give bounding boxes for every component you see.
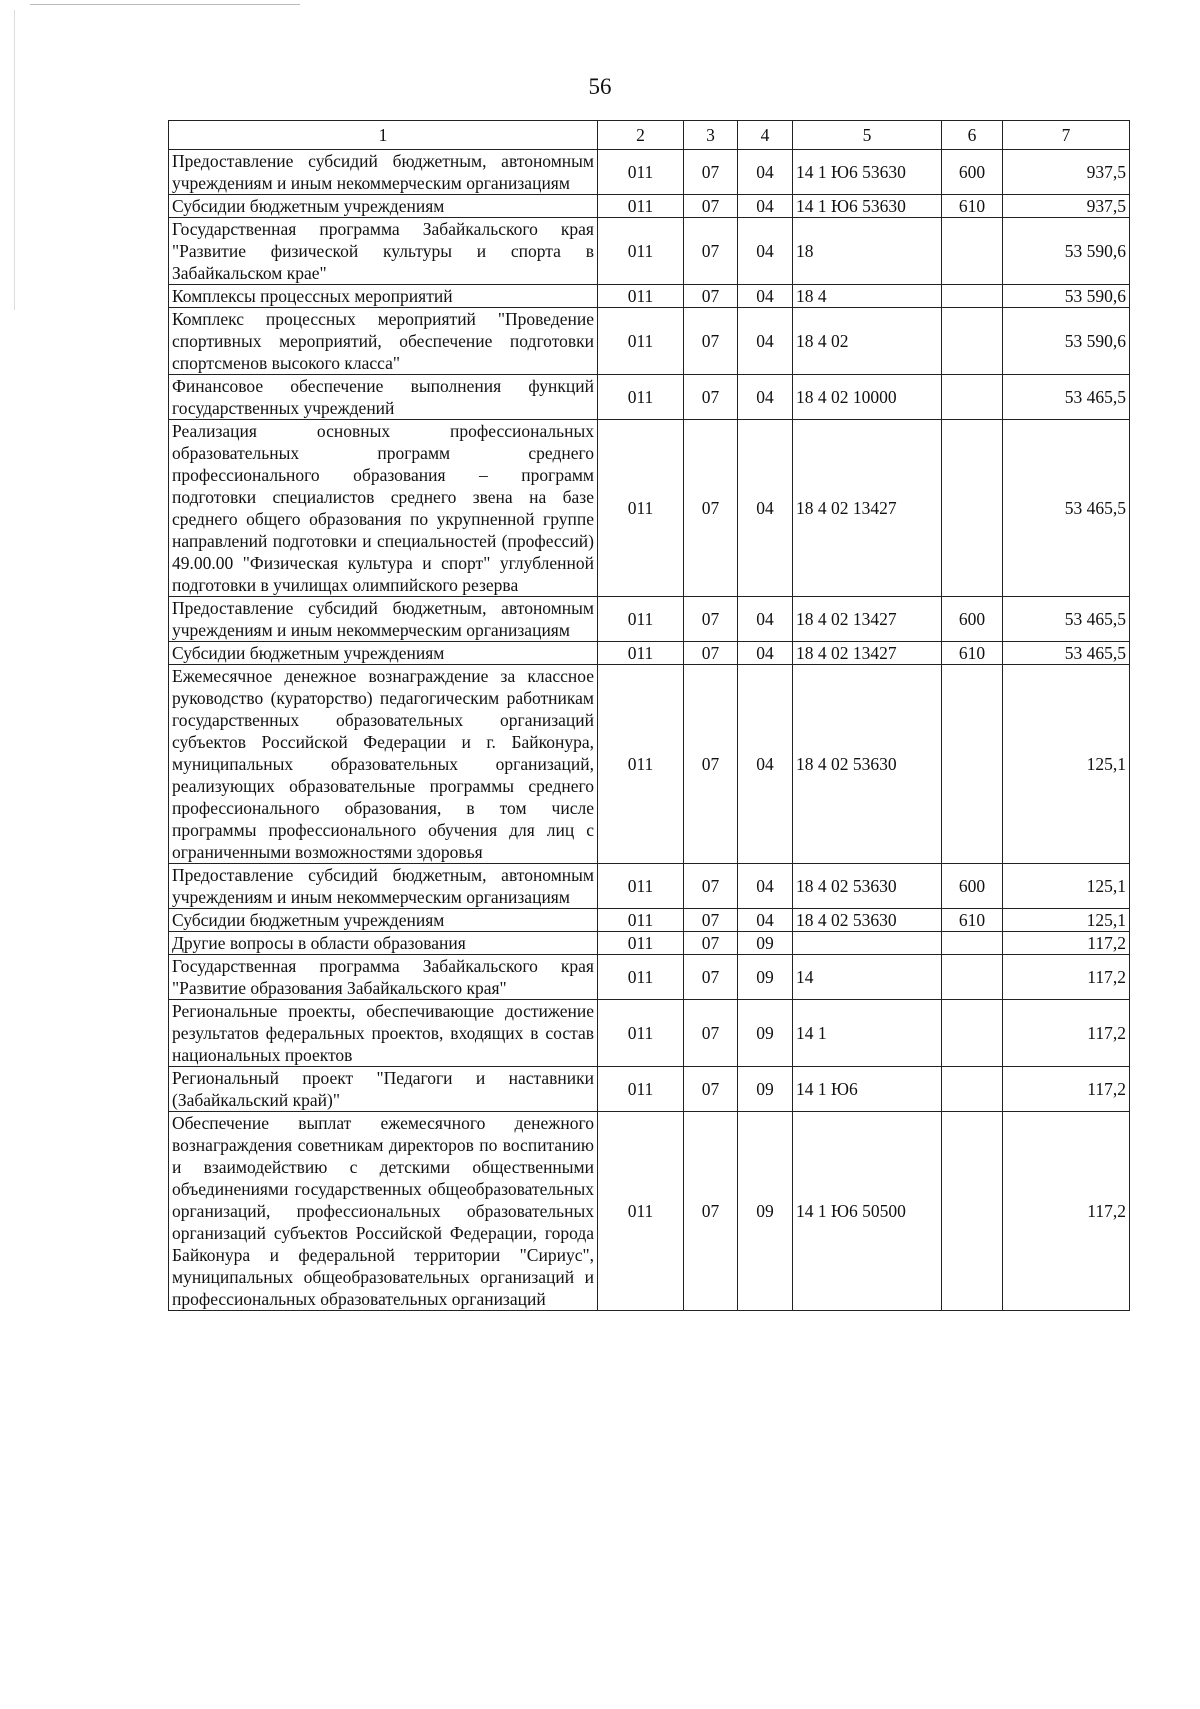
row-section: 07 [684, 932, 738, 955]
row-target-article: 18 4 02 [793, 308, 942, 375]
row-ministry-code: 011 [598, 420, 684, 597]
header-col-2: 2 [598, 121, 684, 150]
row-amount: 117,2 [1003, 1112, 1130, 1311]
row-ministry-code: 011 [598, 308, 684, 375]
header-col-4: 4 [738, 121, 793, 150]
row-amount: 937,5 [1003, 150, 1130, 195]
row-section: 07 [684, 1000, 738, 1067]
row-name: Субсидии бюджетным учреждениям [169, 909, 598, 932]
row-name: Государственная программа Забайкальского края "Развитие физической культуры и спорта в Забайкальском крае" [169, 218, 598, 285]
row-amount: 125,1 [1003, 909, 1130, 932]
row-target-article: 14 1 Ю6 53630 [793, 195, 942, 218]
table-row [169, 195, 1130, 218]
row-ministry-code: 011 [598, 909, 684, 932]
row-section: 07 [684, 597, 738, 642]
row-section: 07 [684, 642, 738, 665]
table-row [169, 909, 1130, 932]
table-header [169, 121, 1130, 150]
row-target-article: 18 4 02 13427 [793, 597, 942, 642]
row-name: Предоставление субсидий бюджетным, автономным учреждениям и иным некоммерческим организациям [169, 864, 598, 909]
row-subsection: 09 [738, 1112, 793, 1311]
row-section: 07 [684, 955, 738, 1000]
row-ministry-code: 011 [598, 864, 684, 909]
row-expense-type: 610 [942, 909, 1003, 932]
row-amount: 53 590,6 [1003, 218, 1130, 285]
row-ministry-code: 011 [598, 665, 684, 864]
row-target-article: 18 4 02 53630 [793, 665, 942, 864]
row-name: Государственная программа Забайкальского края "Развитие образования Забайкальского края" [169, 955, 598, 1000]
row-subsection: 09 [738, 1067, 793, 1112]
row-target-article: 18 4 02 13427 [793, 420, 942, 597]
row-amount: 53 465,5 [1003, 420, 1130, 597]
row-target-article: 14 1 Ю6 53630 [793, 150, 942, 195]
row-expense-type [942, 932, 1003, 955]
table-row [169, 1067, 1130, 1112]
row-expense-type: 600 [942, 150, 1003, 195]
row-subsection: 04 [738, 150, 793, 195]
table-row [169, 597, 1130, 642]
row-name: Комплексы процессных мероприятий [169, 285, 598, 308]
row-target-article: 14 [793, 955, 942, 1000]
row-ministry-code: 011 [598, 1000, 684, 1067]
row-subsection: 09 [738, 932, 793, 955]
header-col-7: 7 [1003, 121, 1130, 150]
row-section: 07 [684, 285, 738, 308]
row-name: Предоставление субсидий бюджетным, автономным учреждениям и иным некоммерческим организациям [169, 597, 598, 642]
row-ministry-code: 011 [598, 955, 684, 1000]
row-target-article: 14 1 [793, 1000, 942, 1067]
row-name: Региональные проекты, обеспечивающие достижение результатов федеральных проектов, входящих в состав национальных проектов [169, 1000, 598, 1067]
row-section: 07 [684, 420, 738, 597]
row-target-article: 18 4 02 53630 [793, 864, 942, 909]
table-row [169, 955, 1130, 1000]
row-expense-type: 610 [942, 195, 1003, 218]
row-name: Ежемесячное денежное вознаграждение за классное руководство (кураторство) педагогическим работникам государственных образовательных организаций субъектов Российской Федерации и г. Байконура, муниципальных образовательных организаций, реализующих образовательные программы среднего профессионального образования, в том числе программы профессионального обучения для лиц с ограниченными возможностями здоровья [169, 665, 598, 864]
row-subsection: 09 [738, 955, 793, 1000]
table-body [169, 150, 1130, 1311]
table-row [169, 375, 1130, 420]
row-expense-type [942, 1067, 1003, 1112]
row-ministry-code: 011 [598, 375, 684, 420]
row-subsection: 04 [738, 308, 793, 375]
row-expense-type [942, 1112, 1003, 1311]
row-expense-type [942, 375, 1003, 420]
header-row [169, 121, 1130, 150]
row-name: Комплекс процессных мероприятий "Проведение спортивных мероприятий, обеспечение подготовки спортсменов высокого класса" [169, 308, 598, 375]
row-subsection: 04 [738, 665, 793, 864]
row-amount: 53 465,5 [1003, 597, 1130, 642]
row-amount: 937,5 [1003, 195, 1130, 218]
table-row [169, 285, 1130, 308]
row-ministry-code: 011 [598, 218, 684, 285]
row-ministry-code: 011 [598, 1067, 684, 1112]
row-ministry-code: 011 [598, 285, 684, 308]
row-section: 07 [684, 909, 738, 932]
row-target-article: 18 4 02 13427 [793, 642, 942, 665]
row-expense-type [942, 308, 1003, 375]
row-target-article [793, 932, 942, 955]
row-target-article: 18 [793, 218, 942, 285]
row-subsection: 04 [738, 218, 793, 285]
header-col-3: 3 [684, 121, 738, 150]
row-ministry-code: 011 [598, 1112, 684, 1311]
row-name: Другие вопросы в области образования [169, 932, 598, 955]
row-section: 07 [684, 150, 738, 195]
row-subsection: 04 [738, 642, 793, 665]
row-section: 07 [684, 375, 738, 420]
table-row [169, 932, 1130, 955]
row-expense-type [942, 1000, 1003, 1067]
row-expense-type [942, 420, 1003, 597]
row-subsection: 04 [738, 864, 793, 909]
row-ministry-code: 011 [598, 642, 684, 665]
row-amount: 117,2 [1003, 955, 1130, 1000]
table-row [169, 1112, 1130, 1311]
row-section: 07 [684, 1112, 738, 1311]
table-row [169, 1000, 1130, 1067]
row-target-article: 18 4 02 53630 [793, 909, 942, 932]
row-name: Реализация основных профессиональных образовательных программ среднего профессионального образования – программ подготовки специалистов среднего звена на базе среднего общего образования по укрупненной группе направлений подготовки и специальностей (профессий) 49.00.00 "Физическая культура и спорт" углубленной подготовки в училищах олимпийского резерва [169, 420, 598, 597]
row-subsection: 04 [738, 195, 793, 218]
table-row [169, 150, 1130, 195]
row-amount: 53 590,6 [1003, 285, 1130, 308]
table-row [169, 308, 1130, 375]
row-target-article: 18 4 [793, 285, 942, 308]
row-amount: 117,2 [1003, 1000, 1130, 1067]
row-subsection: 09 [738, 1000, 793, 1067]
table-row [169, 218, 1130, 285]
row-subsection: 04 [738, 285, 793, 308]
header-col-6: 6 [942, 121, 1003, 150]
row-expense-type [942, 218, 1003, 285]
row-amount: 53 465,5 [1003, 642, 1130, 665]
row-section: 07 [684, 665, 738, 864]
row-section: 07 [684, 218, 738, 285]
row-name: Финансовое обеспечение выполнения функций государственных учреждений [169, 375, 598, 420]
row-name: Субсидии бюджетным учреждениям [169, 642, 598, 665]
table-row [169, 864, 1130, 909]
scan-edge-top [30, 4, 300, 5]
row-amount: 53 465,5 [1003, 375, 1130, 420]
row-name: Субсидии бюджетным учреждениям [169, 195, 598, 218]
row-expense-type [942, 285, 1003, 308]
row-subsection: 04 [738, 375, 793, 420]
row-amount: 117,2 [1003, 1067, 1130, 1112]
row-section: 07 [684, 1067, 738, 1112]
row-amount: 125,1 [1003, 864, 1130, 909]
row-target-article: 18 4 02 10000 [793, 375, 942, 420]
page-number: 56 [588, 74, 612, 99]
row-section: 07 [684, 864, 738, 909]
row-ministry-code: 011 [598, 932, 684, 955]
row-name: Региональный проект "Педагоги и наставники (Забайкальский край)" [169, 1067, 598, 1112]
row-subsection: 04 [738, 597, 793, 642]
row-target-article: 14 1 Ю6 [793, 1067, 942, 1112]
budget-table [168, 120, 1130, 1311]
row-section: 07 [684, 195, 738, 218]
row-section: 07 [684, 308, 738, 375]
table-row [169, 642, 1130, 665]
row-target-article: 14 1 Ю6 50500 [793, 1112, 942, 1311]
row-expense-type [942, 955, 1003, 1000]
row-ministry-code: 011 [598, 150, 684, 195]
header-col-5: 5 [793, 121, 942, 150]
row-name: Предоставление субсидий бюджетным, автономным учреждениям и иным некоммерческим организациям [169, 150, 598, 195]
table-row [169, 665, 1130, 864]
row-ministry-code: 011 [598, 195, 684, 218]
row-name: Обеспечение выплат ежемесячного денежного вознаграждения советникам директоров по воспитанию и взаимодействию с детскими общественными объединениями государственных общеобразовательных организаций, профессиональных образовательных организаций субъектов Российской Федерации, города Байконура и федеральной территории "Сириус", муниципальных общеобразовательных организаций и профессиональных образовательных организаций [169, 1112, 598, 1311]
table-row [169, 420, 1130, 597]
row-amount: 53 590,6 [1003, 308, 1130, 375]
row-expense-type: 600 [942, 864, 1003, 909]
row-subsection: 04 [738, 420, 793, 597]
row-amount: 125,1 [1003, 665, 1130, 864]
row-ministry-code: 011 [598, 597, 684, 642]
row-subsection: 04 [738, 909, 793, 932]
row-expense-type: 600 [942, 597, 1003, 642]
row-expense-type: 610 [942, 642, 1003, 665]
row-expense-type [942, 665, 1003, 864]
row-amount: 117,2 [1003, 932, 1130, 955]
header-col-1: 1 [169, 121, 598, 150]
scan-edge-left [14, 10, 15, 310]
